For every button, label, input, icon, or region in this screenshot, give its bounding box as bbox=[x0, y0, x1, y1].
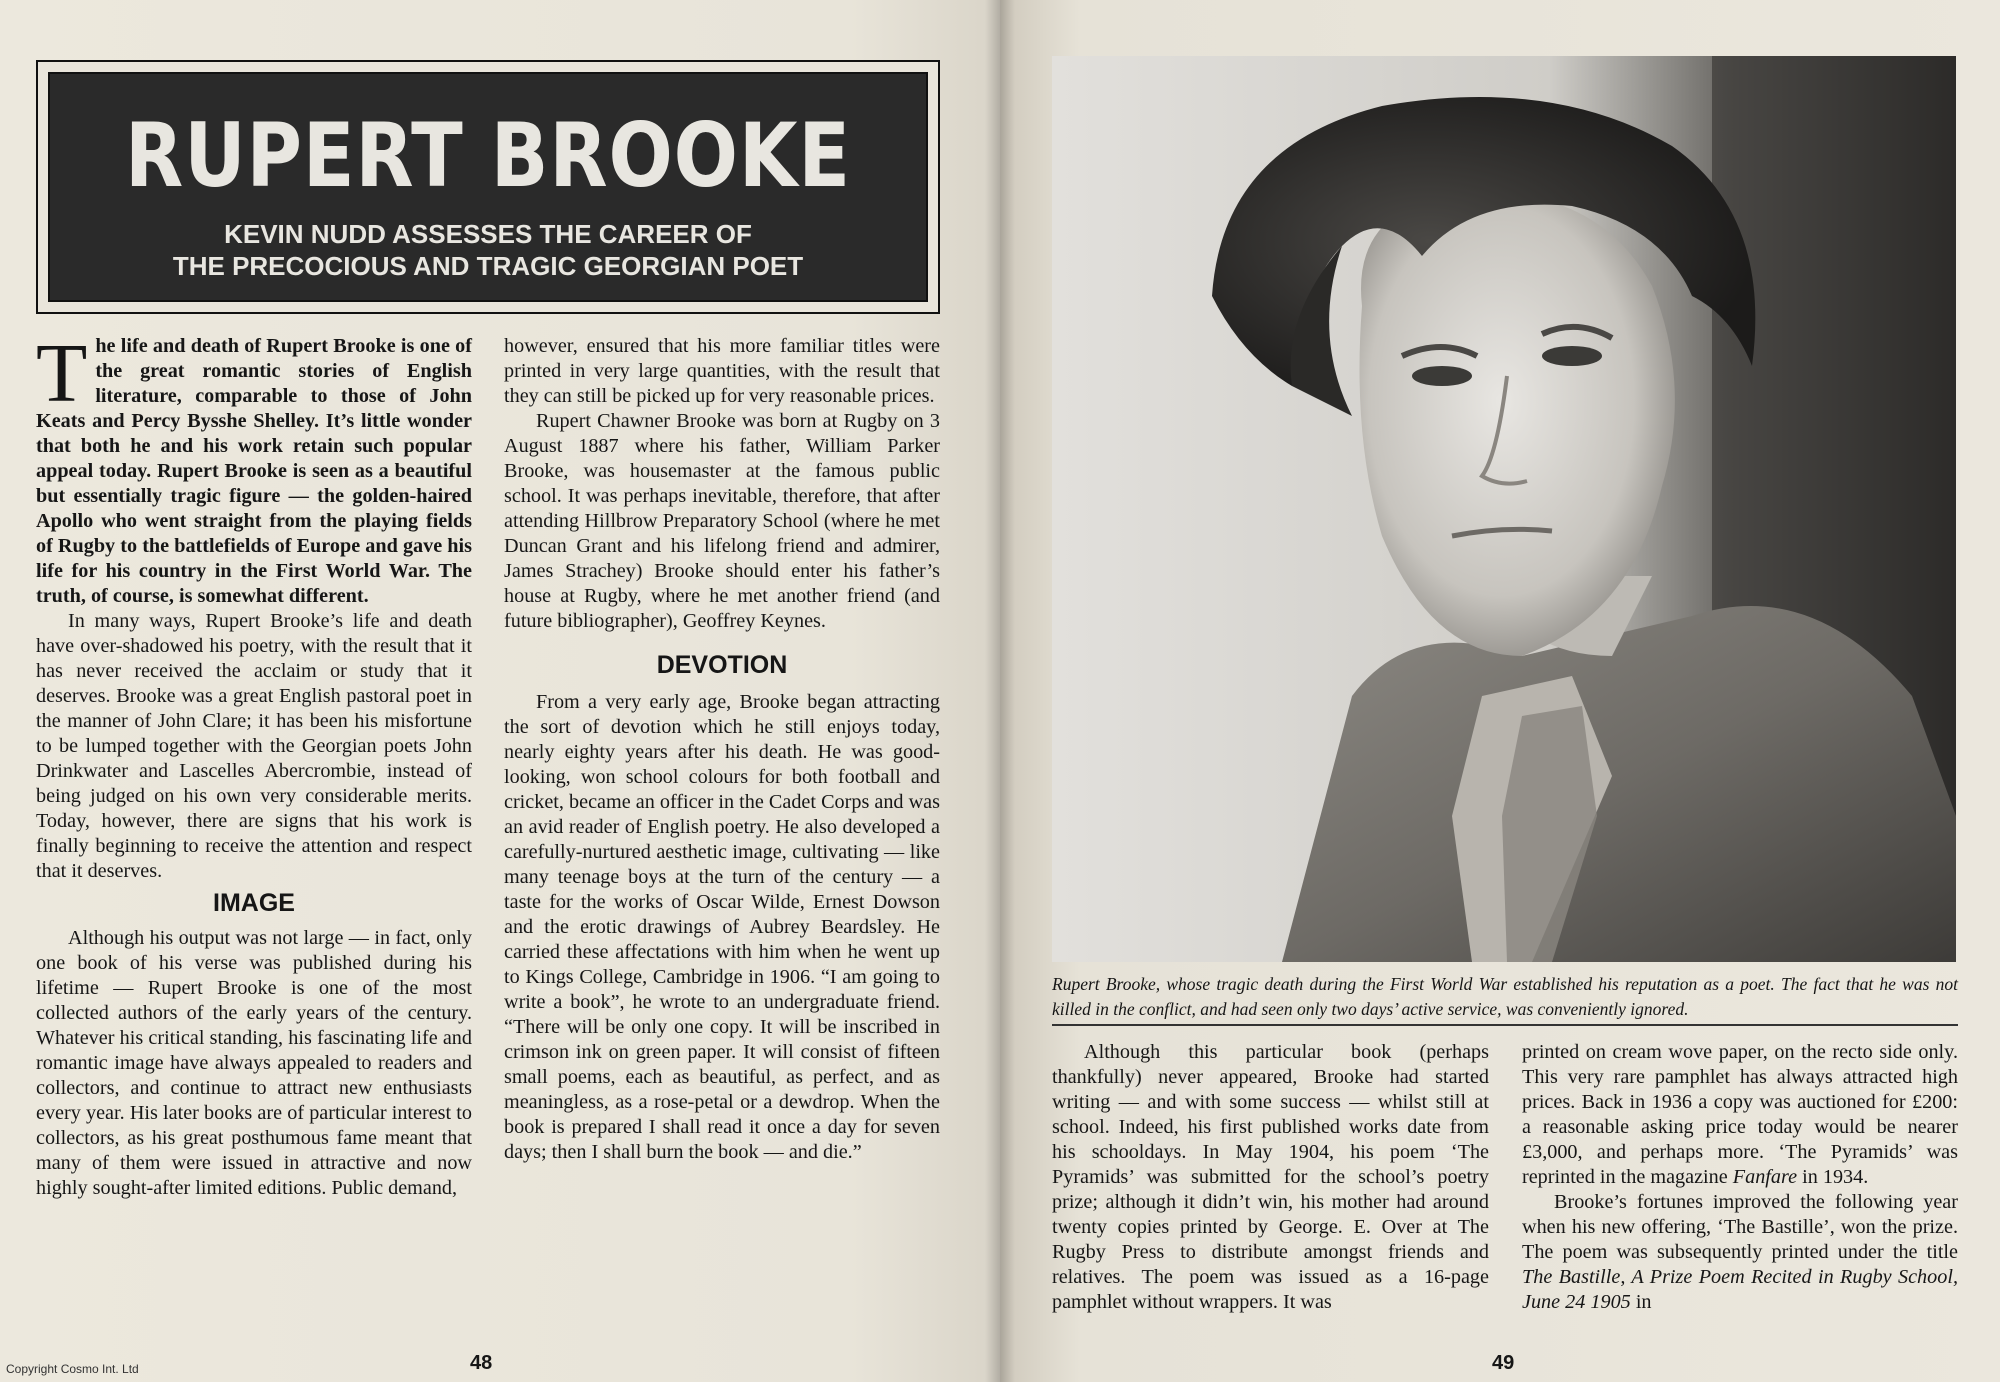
article-title: RUPERT BROOKE bbox=[125, 104, 851, 207]
body-paragraph: In many ways, Rupert Brooke’s life and death have over-shadowed his poetry, with the result that it has never received the acclaim or study that it deserves. Brooke was a great English pastoral poet in the manner of John Clare; it has been his misfortune to be lumped together with the Georgian poets John Drinkwater and Lascelles Abercrombie, instead of being judged on his own very considerable merits. Today, however, there are signs that his work is finally beginning to receive the attention and respect that it deserves. bbox=[36, 610, 472, 882]
text-run: printed on cream wove paper, on the recto side only. This very rare pamphlet has always attracted high prices. Back in 1936 a copy was auctioned for £200: a reasonable asking price today would be nearer £3,000, and perhaps more. ‘The Pyramids’ was reprinted in the magazine bbox=[1522, 1041, 1958, 1188]
magazine-title: Fanfare bbox=[1732, 1166, 1798, 1188]
page-number-right: 49 bbox=[1492, 1352, 1515, 1374]
title-banner bbox=[36, 60, 940, 314]
subheading-devotion: DEVOTION bbox=[656, 651, 788, 679]
page-number-left: 48 bbox=[470, 1352, 493, 1374]
subtitle-line-1: KEVIN NUDD ASSESSES THE CAREER OF bbox=[224, 219, 752, 249]
lead-paragraph bbox=[36, 327, 472, 609]
body-paragraph: Although this particular book (perhaps thankfully) never appeared, Brooke had started writing — and with some success — whilst still at school. Indeed, his first published works date from his schooldays. In May 1904, his poem ‘The Pyramids’ was submitted for the school’s poetry prize; although it didn’t win, his mother had around twenty copies printed by George. E. Over at The Rugby Press to distribute amongst friends and relatives. The poem was issued as a 16-page pamphlet without wrappers. It was bbox=[1052, 1041, 1489, 1313]
subheading-image: IMAGE bbox=[213, 889, 295, 917]
text-column-2 bbox=[504, 334, 940, 1165]
text-column-1 bbox=[36, 327, 472, 1201]
body-paragraph bbox=[1522, 1040, 1958, 1190]
portrait-photo bbox=[1052, 56, 1956, 962]
lead-text: he life and death of Rupert Brooke is one of the great romantic stories of English literature, comparable to those of John Keats and Percy Bysshe Shelley. It’s little wonder that both he and his work retain such popular appeal today. Rupert Brooke is seen as a beautiful but essentially tragic figure — the golden-haired Apollo who went straight from the playing fields of Rugby to the battlefields of Europe and gave his life for his country in the First World War. The truth, of course, is somewhat different. bbox=[36, 335, 472, 607]
text-column-3 bbox=[1052, 1040, 1489, 1315]
body-paragraph: however, ensured that his more familiar titles were printed in very large quantities, with the result that they can still be picked up for very reasonable prices. bbox=[504, 335, 940, 407]
photo-caption: Rupert Brooke, whose tragic death during the First World War established his reputation as a poet. The fact that he was not killed in the conflict, and had seen only two days’ active service, was conveniently ignored. bbox=[1052, 974, 1958, 1019]
body-paragraph bbox=[1522, 1190, 1958, 1315]
text-run: in bbox=[1635, 1291, 1652, 1313]
subtitle-line-2: THE PRECOCIOUS AND TRAGIC GEORGIAN POET bbox=[172, 251, 804, 281]
text-run: Brooke’s fortunes improved the following year when his new offering, ‘The Bastille’, won the prize. The poem was subsequently printed under the title bbox=[1522, 1191, 1958, 1263]
text-run: in 1934. bbox=[1802, 1166, 1869, 1188]
right-page bbox=[1000, 0, 2000, 1382]
drop-cap: T bbox=[36, 327, 88, 420]
text-column-4 bbox=[1522, 1040, 1958, 1315]
portrait-image bbox=[1052, 56, 1956, 962]
body-paragraph: Although his output was not large — in fact, only one book of his verse was published during his lifetime — Rupert Brooke is one of the most collected authors of the early years of the century. Whatever his critical standing, his fascinating life and romantic image have always appealed to readers and collectors, and continue to attract new enthusiasts every year. His later books are of particular interest to collectors, as his great posthumous fame meant that many of them were issued in attractive and now highly sought-after limited editions. Public demand, bbox=[36, 927, 472, 1199]
title-banner-inner bbox=[48, 72, 928, 302]
caption-divider bbox=[1052, 1024, 1958, 1026]
book-title: The Bastille, A Prize Poem Recited in Rugby School, June 24 1905 bbox=[1522, 1266, 1958, 1313]
body-paragraph: Rupert Chawner Brooke was born at Rugby on 3 August 1887 where his father, William Parker Brooke, was housemaster at the famous public school. It was perhaps inevitable, therefore, that after attending Hillbrow Preparatory School (where he met Duncan Grant and his lifelong friend and admirer, James Strachey) Brooke should enter his father’s house at Rugby, where he met another friend (and future bibliographer), Geoffrey Keynes. bbox=[504, 410, 940, 632]
spine-gutter bbox=[985, 0, 1015, 1382]
body-paragraph: From a very early age, Brooke began attracting the sort of devotion which he still enjoys today, nearly eighty years after his death. He was good-looking, won school colours for both football and cricket, became an officer in the Cadet Corps and was an avid reader of English poetry. He also developed a carefully-nurtured aesthetic image, cultivating — like many teenage boys at the turn of the century — a taste for the works of Oscar Wilde, Ernest Dowson and the erotic drawings of Aubrey Beardsley. He carried these affectations with him when he went up to Kings College, Cambridge in 1906. “I am going to write a book”, he wrote to an undergraduate friend. “There will be only one copy. It will be inscribed in crimson ink on green paper. It will consist of fifteen small poems, each as beautiful, as perfect, and as meaningless, as a rose-petal or a dewdrop. When the book is prepared I shall read it once a day for seven days; then I shall burn the book — and die.” bbox=[504, 691, 940, 1163]
copyright-notice: Copyright Cosmo Int. Ltd bbox=[6, 1362, 139, 1376]
article-subtitle bbox=[50, 218, 926, 282]
